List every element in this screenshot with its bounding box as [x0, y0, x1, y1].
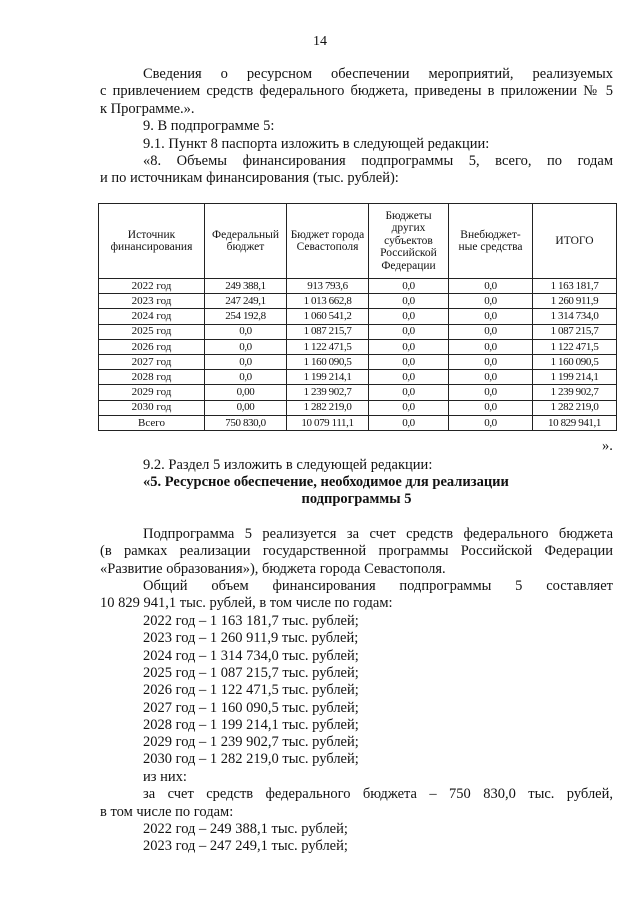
page-number: 14: [313, 34, 327, 49]
table-cell: 1 282 219,0: [287, 400, 369, 415]
table-row: [99, 370, 617, 385]
table-header: ИТОГО: [533, 204, 617, 279]
total-line-2: 10 829 941,1 тыс. рублей, в том числе по годам:: [100, 595, 393, 611]
table-cell: 0,0: [369, 324, 449, 339]
table-cell: 254 192,8: [205, 309, 287, 324]
table-cell: 1 013 662,8: [287, 294, 369, 309]
table-closing-quote: ».: [602, 438, 613, 454]
table-row: [99, 309, 617, 324]
table-cell: 10 079 111,1: [287, 415, 369, 430]
table-header: Источник финансирования: [99, 204, 205, 279]
table-cell: 1 160 090,5: [287, 354, 369, 369]
year-amount-line: 2025 год – 1 087 215,7 тыс. рублей;: [143, 664, 359, 681]
table-row: [99, 339, 617, 354]
table-row-label: 2023 год: [99, 294, 205, 309]
table-cell: 1 122 471,5: [533, 339, 617, 354]
table-row-label: 2024 год: [99, 309, 205, 324]
table-row: [99, 400, 617, 415]
table-row-label: 2027 год: [99, 354, 205, 369]
table-row-label: 2030 год: [99, 400, 205, 415]
year-amount-line: 2023 год – 1 260 911,9 тыс. рублей;: [143, 630, 359, 647]
year-amount-line: 2027 год – 1 160 090,5 тыс. рублей;: [143, 699, 359, 716]
federal-line-1: за счет средств федерального бюджета – 750 830,0 тыс. рублей,: [143, 786, 613, 802]
year-amount-line: 2030 год – 1 282 219,0 тыс. рублей;: [143, 751, 359, 768]
table-row-label: 2022 год: [99, 279, 205, 294]
total-line-1: Общий объем финансирования подпрограммы 5 составляет: [143, 578, 613, 594]
table-cell: 1 282 219,0: [533, 400, 617, 415]
table-cell: 0,0: [449, 400, 533, 415]
intro-line-3: к Программе.».: [100, 101, 195, 117]
table-cell: 0,0: [369, 370, 449, 385]
year-amount-line: 2024 год – 1 314 734,0 тыс. рублей;: [143, 647, 359, 664]
table-cell: 0,0: [369, 385, 449, 400]
table-header-row: [99, 204, 617, 279]
table-row: [99, 294, 617, 309]
table-header: Бюджет города Севастополя: [287, 204, 369, 279]
table-row: [99, 385, 617, 400]
year-amount-line: 2028 год – 1 199 214,1 тыс. рублей;: [143, 716, 359, 733]
table-cell: 0,0: [449, 324, 533, 339]
table-cell: 0,0: [449, 385, 533, 400]
table-cell: 0,0: [205, 370, 287, 385]
para1-line-2: (в рамках реализации государственной программы Российской Федерации: [100, 543, 613, 559]
table-cell: 0,0: [449, 354, 533, 369]
year-amount-line: 2022 год – 1 163 181,7 тыс. рублей;: [143, 613, 359, 629]
table-header: Бюджеты других субъектов Российской Федерации: [369, 204, 449, 279]
table-cell: 0,0: [369, 279, 449, 294]
table-header: Внебюджет-ные средства: [449, 204, 533, 279]
table-row-label: Всего: [99, 415, 205, 430]
table-cell: 1 239 902,7: [287, 385, 369, 400]
table-row-label: 2025 год: [99, 324, 205, 339]
year-amount-line: 2029 год – 1 239 902,7 тыс. рублей;: [143, 734, 359, 751]
table-cell: 0,0: [369, 354, 449, 369]
table-cell: 0,0: [205, 354, 287, 369]
table-cell: 0,0: [449, 415, 533, 430]
para1-line-3: «Развитие образования»), бюджета города Севастополя.: [100, 561, 446, 577]
table-cell: 1 122 471,5: [287, 339, 369, 354]
intro-line-1: Сведения о ресурсном обеспечении мероприятий, реализуемых: [143, 66, 613, 82]
table-row-label: 2029 год: [99, 385, 205, 400]
table-cell: 1 087 215,7: [287, 324, 369, 339]
table-cell: 0,0: [449, 294, 533, 309]
table-cell: 0,0: [369, 339, 449, 354]
table-cell: 913 793,6: [287, 279, 369, 294]
federal-line-2: в том числе по годам:: [100, 804, 234, 820]
table-cell: 1 199 214,1: [287, 370, 369, 385]
table-cell: 247 249,1: [205, 294, 287, 309]
table-cell: 249 388,1: [205, 279, 287, 294]
table-row: [99, 415, 617, 430]
table-cell: 10 829 941,1: [533, 415, 617, 430]
table-cell: 1 060 541,2: [287, 309, 369, 324]
table-cell: 0,0: [449, 370, 533, 385]
table-cell: 0,0: [369, 294, 449, 309]
table-cell: 0,0: [369, 400, 449, 415]
intro-line-2: с привлечением средств федерального бюджета, приведены в приложении № 5: [100, 83, 613, 99]
federal-year-amount-line: 2022 год – 249 388,1 тыс. рублей;: [143, 821, 348, 837]
paragraph-8-line-2: и по источникам финансирования (тыс. рублей):: [100, 170, 399, 186]
section-heading-line-2: подпрограммы 5: [301, 491, 412, 507]
paragraph-9-1: 9.1. Пункт 8 паспорта изложить в следующей редакции:: [143, 136, 490, 152]
table-header: Федеральный бюджет: [205, 204, 287, 279]
table-cell: 750 830,0: [205, 415, 287, 430]
table-cell: 1 087 215,7: [533, 324, 617, 339]
table-cell: 0,0: [369, 309, 449, 324]
table-body: [99, 279, 617, 431]
table-row: [99, 354, 617, 369]
table-cell: 1 163 181,7: [533, 279, 617, 294]
table-row: [99, 324, 617, 339]
table-cell: 0,00: [205, 385, 287, 400]
table-cell: 0,0: [449, 309, 533, 324]
table-cell: 0,0: [205, 339, 287, 354]
table-cell: 0,00: [205, 400, 287, 415]
paragraph-8-line-1: «8. Объемы финансирования подпрограммы 5, всего, по годам: [143, 153, 613, 169]
table-cell: 1 314 734,0: [533, 309, 617, 324]
table-row: [99, 279, 617, 294]
year-amount-line: 2026 год – 1 122 471,5 тыс. рублей;: [143, 682, 359, 699]
federal-year-amount-line: 2023 год – 247 249,1 тыс. рублей;: [143, 838, 348, 855]
table-cell: 0,0: [449, 339, 533, 354]
financing-table: [98, 203, 617, 431]
table-cell: 0,0: [369, 415, 449, 430]
table-cell: 1 260 911,9: [533, 294, 617, 309]
table-cell: 1 160 090,5: [533, 354, 617, 369]
of-them-label: из них:: [143, 769, 187, 785]
table-cell: 0,0: [205, 324, 287, 339]
paragraph-9-2: 9.2. Раздел 5 изложить в следующей редакции:: [143, 457, 433, 473]
table-cell: 1 239 902,7: [533, 385, 617, 400]
table-row-label: 2028 год: [99, 370, 205, 385]
table-cell: 1 199 214,1: [533, 370, 617, 385]
table-row-label: 2026 год: [99, 339, 205, 354]
para1-line-1: Подпрограмма 5 реализуется за счет средств федерального бюджета: [143, 526, 613, 542]
table-cell: 0,0: [449, 279, 533, 294]
section-heading-line-1: «5. Ресурсное обеспечение, необходимое для реализации: [143, 474, 509, 490]
paragraph-9: 9. В подпрограмме 5:: [143, 118, 275, 134]
